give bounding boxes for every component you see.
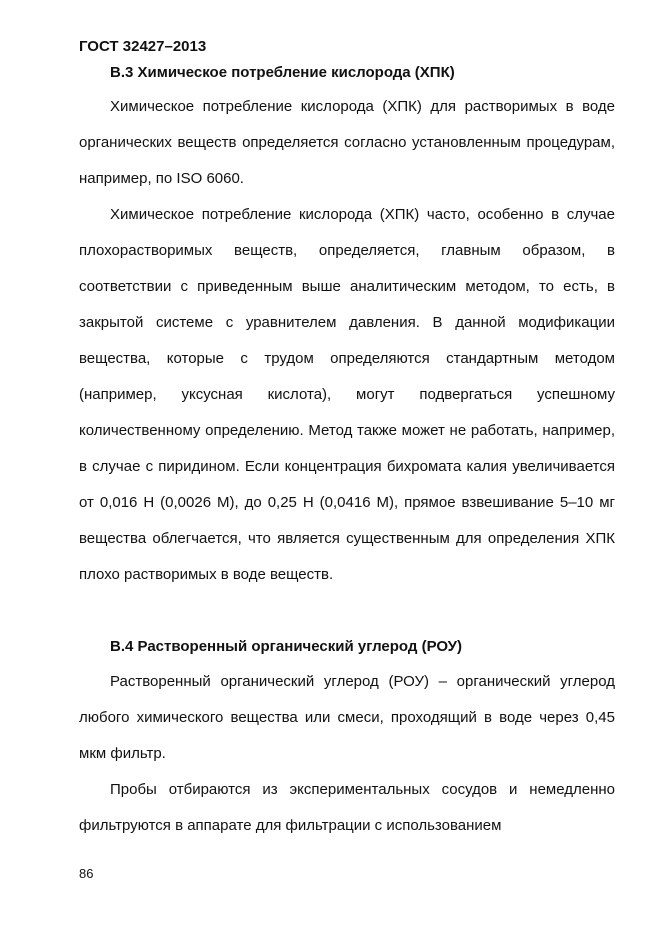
paragraph-cod-soluble: Химическое потребление кислорода (ХПК) для растворимых в воде органических веществ определяется согласно установленным процедурам, например, по ISO 6060. [79,98,615,187]
document-code: ГОСТ 32427–2013 [79,38,207,55]
page-number: 86 [79,866,94,881]
section-heading-b4: В.4 Растворенный органический углерод (РОУ) [110,638,462,655]
paragraph-doc-definition: Растворенный органический углерод (РОУ) – органический углерод любого химического вещества или смеси, проходящий в воде через 0,45 мкм фильтр. [79,673,615,762]
paragraph-cod-poorly-soluble: Химическое потребление кислорода (ХПК) часто, особенно в случае плохорастворимых веществ, определяется, главным образом, в соответствии с приведенным выше аналитическим методом, то есть, в закрытой системе с уравнителем давления. В данной модификации вещества, которые с трудом определяются стандартным методом (например, уксусная кислота), могут подвергаться успешному количественному определению. Метод также может не работать, например, в случае с пиридином. Если концентрация бихромата калия увеличивается от 0,016 Н (0,0026 М), до 0,25 Н (0,0416 М), прямое взвешивание 5–10 мг вещества облегчается, что является существенным для определения ХПК плохо растворимых в воде веществ. [79,206,615,583]
section-heading-b3: В.3 Химическое потребление кислорода (ХПК) [110,64,455,81]
paragraph-sampling: Пробы отбираются из экспериментальных сосудов и немедленно фильтруются в аппарате для фильтрации с использованием [79,781,615,834]
